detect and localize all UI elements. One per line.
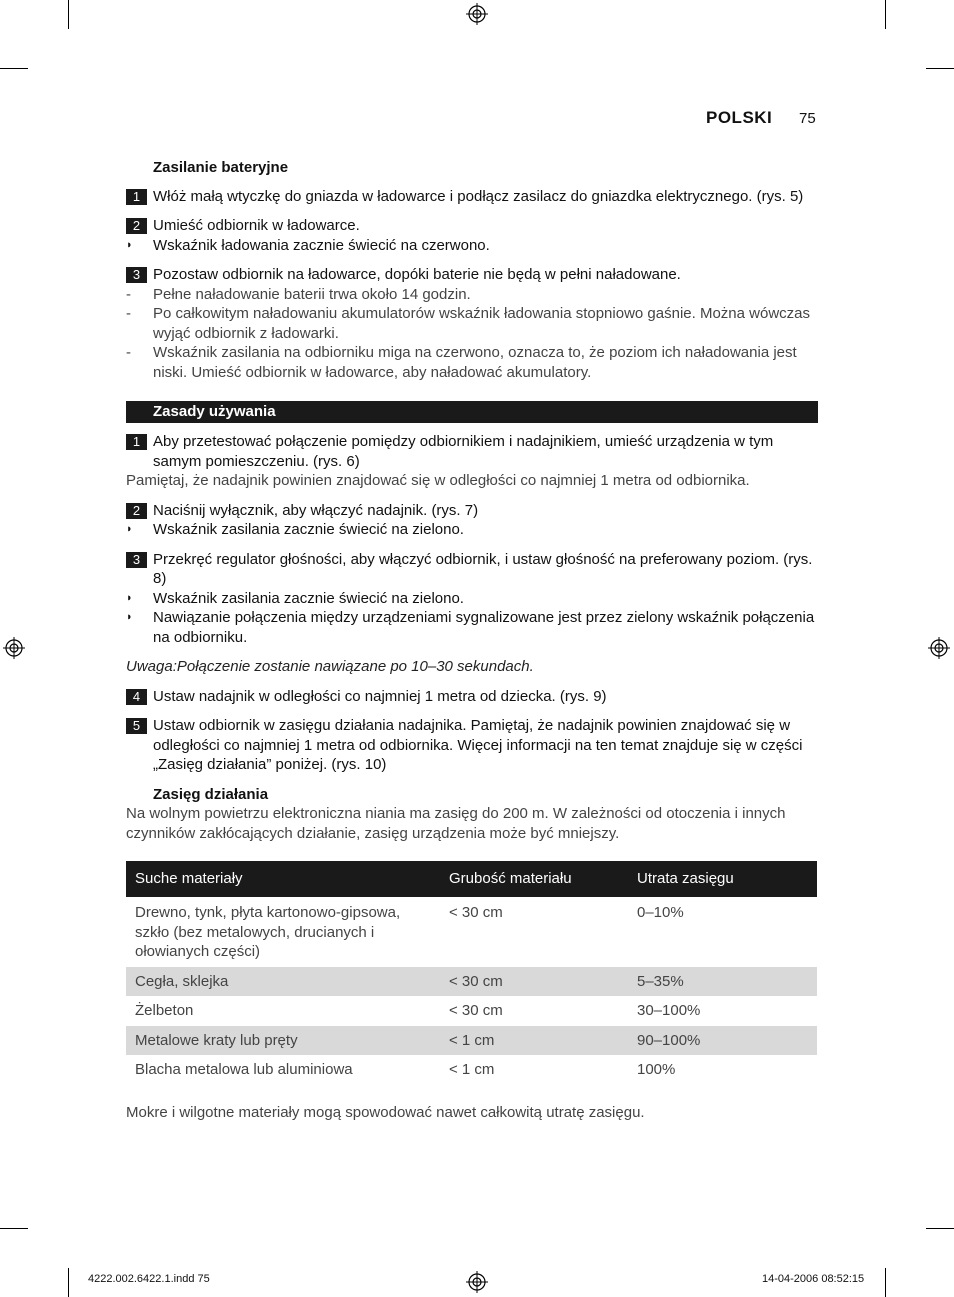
table-cell: 30–100% bbox=[637, 1002, 701, 1019]
crop-mark bbox=[0, 1228, 28, 1229]
step-text: Ustaw nadajnik w odległości co najmniej 1 metra od dziecka. (rys. 9) bbox=[153, 687, 607, 705]
step-item bbox=[126, 187, 818, 207]
section-heading: Zasięg działania bbox=[153, 785, 269, 803]
table-row bbox=[126, 967, 817, 997]
result-bullet bbox=[126, 589, 818, 609]
step-text: Naciśnij wyłącznik, aby włączyć nadajnik. (rys. 7) bbox=[153, 501, 479, 519]
table-cell: 0–10% bbox=[637, 904, 684, 921]
table-cell: Metalowe kraty lub pręty bbox=[126, 1026, 440, 1056]
bullet-text: Wskaźnik ładowania zacznie świecić na czerwono. bbox=[153, 236, 490, 254]
dash-marker: - bbox=[126, 285, 131, 303]
column-header: Suche materiały bbox=[126, 861, 440, 897]
table-cell: < 1 cm bbox=[449, 1061, 495, 1078]
step-text: Aby przetestować połączenie pomiędzy odbiornikiem i nadajnikiem, umieść urządzenia w tym samym pomieszczeniu. (rys. 6) bbox=[153, 433, 774, 470]
table-cell: 100% bbox=[637, 1061, 676, 1078]
dash-text: Po całkowitym naładowaniu akumulatorów wskaźnik ładowania stopniowo gaśnie. Można wówczas wyjąć odbiornik z ładowarki. bbox=[153, 305, 810, 342]
arrow-bullet-icon: ◗ bbox=[126, 238, 133, 251]
step-item bbox=[126, 716, 818, 775]
dash-marker: - bbox=[126, 344, 131, 361]
step-number: 3 bbox=[126, 552, 147, 568]
bullet-text: Nawiązanie połączenia między urządzeniami sygnalizowane jest przez zielony wskaźnik połączenia na odbiorniku. bbox=[153, 609, 815, 646]
language-header: POLSKI bbox=[706, 108, 773, 127]
table-header-row bbox=[126, 861, 817, 897]
step-number: 4 bbox=[126, 689, 147, 705]
result-bullet bbox=[126, 236, 818, 256]
table-cell: Drewno, tynk, płyta kartonowo-gipsowa, szkło (bez metalowych, drucianych i ołowianych części) bbox=[135, 904, 401, 960]
dash-text: Pełne naładowanie baterii trwa około 14 godzin. bbox=[153, 285, 471, 303]
result-bullet bbox=[126, 608, 818, 647]
crop-mark bbox=[68, 0, 69, 29]
step-number: 1 bbox=[126, 434, 147, 450]
table-cell: 5–35% bbox=[628, 967, 817, 997]
step-number: 3 bbox=[126, 267, 147, 283]
page-content bbox=[126, 158, 818, 1122]
bullet-text: Wskaźnik zasilania zacznie świecić na zielono. bbox=[153, 589, 464, 607]
step-text: Włóż małą wtyczkę do gniazda w ładowarce i podłącz zasilacz do gniazdka elektrycznego. (rys. 5) bbox=[153, 187, 804, 205]
paragraph: Pamiętaj, że nadajnik powinien znajdować się w odległości co najmniej 1 metra od odbiornika. bbox=[126, 472, 750, 489]
table-row bbox=[126, 996, 817, 1026]
arrow-bullet-icon: ◗ bbox=[126, 591, 133, 604]
bullet-text: Wskaźnik zasilania zacznie świecić na zielono. bbox=[153, 521, 464, 538]
registration-mark-icon bbox=[928, 637, 950, 659]
table-cell: 90–100% bbox=[628, 1026, 817, 1056]
step-item bbox=[126, 687, 818, 707]
column-header: Grubość materiału bbox=[440, 861, 628, 897]
table-cell: < 30 cm bbox=[449, 1002, 503, 1019]
footnote: Mokre i wilgotne materiały mogą spowodować nawet całkowitą utratę zasięgu. bbox=[126, 1103, 645, 1121]
crop-mark bbox=[0, 68, 28, 69]
dash-text: Wskaźnik zasilania na odbiorniku miga na czerwono, oznacza to, że poziom ich naładowania jest niski. Umieść odbiornik w ładowarce, aby naładować akumulatory. bbox=[153, 344, 797, 381]
table-row bbox=[126, 1026, 817, 1056]
step-item bbox=[126, 550, 818, 589]
section-title-bar: Zasady używania bbox=[126, 401, 818, 423]
result-bullet bbox=[126, 520, 818, 540]
arrow-bullet-icon: ◗ bbox=[126, 523, 133, 535]
table-cell: < 1 cm bbox=[440, 1026, 628, 1056]
table-cell: Żelbeton bbox=[135, 1002, 194, 1019]
registration-mark-icon bbox=[466, 1271, 488, 1293]
step-number: 5 bbox=[126, 718, 147, 734]
dash-item bbox=[126, 285, 818, 305]
step-text: Przekręć regulator głośności, aby włączyć odbiornik, i ustaw głośność na preferowany poziom. (rys. 8) bbox=[153, 550, 813, 587]
crop-mark bbox=[68, 1268, 69, 1297]
table-row bbox=[126, 1055, 817, 1085]
footer-filename: 4222.002.6422.1.indd 75 bbox=[88, 1273, 210, 1285]
crop-mark bbox=[926, 68, 954, 69]
table-row bbox=[126, 897, 817, 967]
step-number: 1 bbox=[126, 189, 147, 205]
dash-item bbox=[126, 304, 818, 343]
registration-mark-icon bbox=[466, 3, 488, 25]
step-item bbox=[126, 216, 818, 236]
section-heading: Zasilanie bateryjne bbox=[153, 159, 289, 176]
column-header: Utrata zasięgu bbox=[628, 861, 817, 897]
table-cell: Cegła, sklejka bbox=[126, 967, 440, 997]
table-cell: Blacha metalowa lub aluminiowa bbox=[135, 1061, 353, 1078]
step-text: Umieść odbiornik w ładowarce. bbox=[153, 217, 360, 234]
table-cell: < 30 cm bbox=[449, 904, 503, 921]
step-text: Ustaw odbiornik w zasięgu działania nadajnika. Pamiętaj, że nadajnik powinien znajdować się w odległości co najmniej 1 metra od odbiornika. Więcej informacji na ten temat znajduje się w części „Zasięg działania” poniżej. (rys. 10) bbox=[153, 717, 803, 773]
registration-mark-icon bbox=[3, 637, 25, 659]
note-text: Uwaga:Połączenie zostanie nawiązane po 10–30 sekundach. bbox=[126, 658, 534, 675]
step-item bbox=[126, 432, 818, 471]
step-item bbox=[126, 501, 818, 521]
table-cell: < 30 cm bbox=[440, 967, 628, 997]
step-number: 2 bbox=[126, 503, 147, 519]
arrow-bullet-icon: ◗ bbox=[126, 611, 133, 623]
materials-table bbox=[126, 861, 817, 1085]
page-number: 75 bbox=[799, 110, 816, 127]
crop-mark bbox=[926, 1228, 954, 1229]
step-item bbox=[126, 265, 818, 285]
step-number: 2 bbox=[126, 218, 147, 234]
step-text: Pozostaw odbiornik na ładowarce, dopóki baterie nie będą w pełni naładowane. bbox=[153, 266, 681, 283]
dash-marker: - bbox=[126, 305, 131, 322]
footer-datetime: 14-04-2006 08:52:15 bbox=[762, 1273, 865, 1285]
crop-mark bbox=[885, 1268, 886, 1297]
paragraph: Na wolnym powietrzu elektroniczna niania ma zasięg do 200 m. W zależności od otoczenia i innych czynników zakłócających działanie, zasięg urządzenia może być mniejszy. bbox=[126, 805, 786, 842]
crop-mark bbox=[885, 0, 886, 29]
dash-item bbox=[126, 343, 818, 382]
